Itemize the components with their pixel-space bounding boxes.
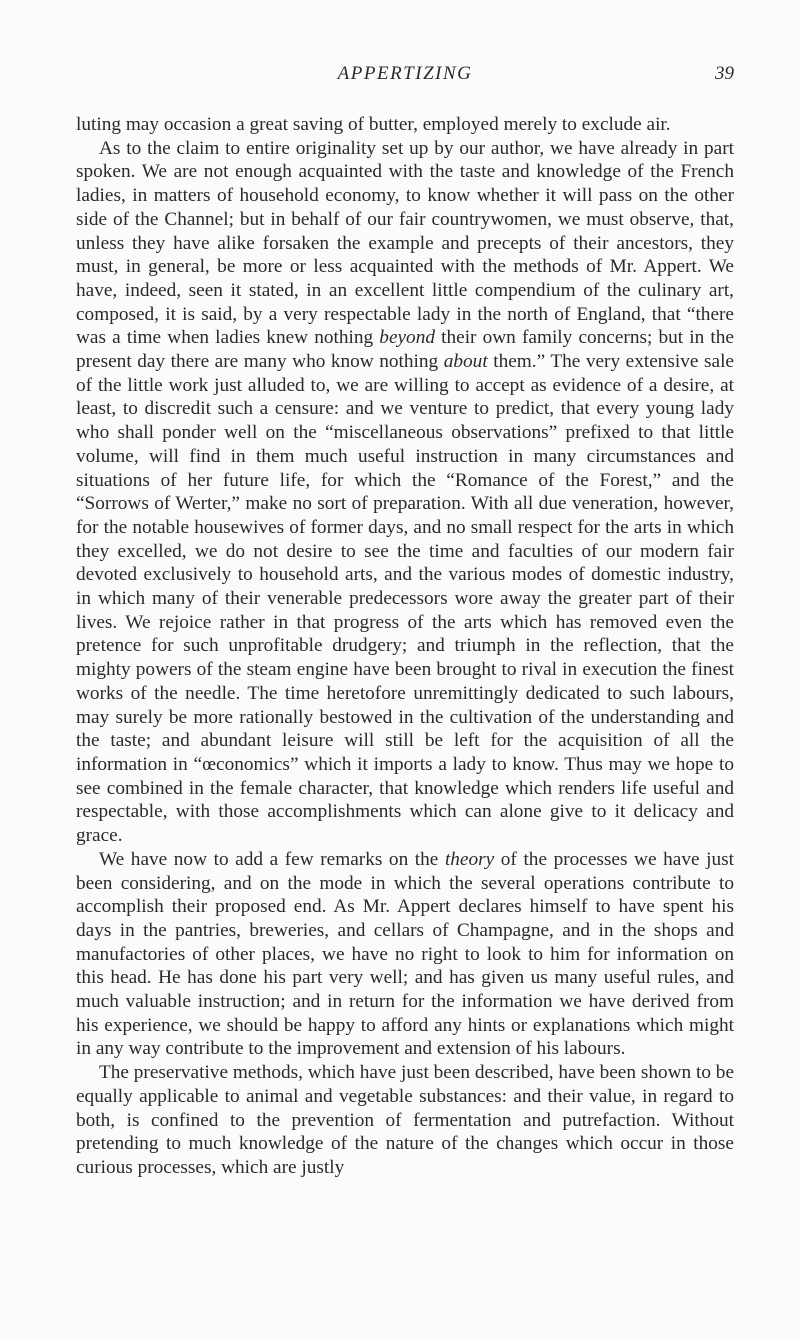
paragraph (76, 137, 734, 848)
text-segment: of the processes we have just been considering, and on the mode in which the several operations contribute to accomplish their proposed end. As Mr. Appert declares himself to have spent his days in the pantries, breweries, and cellars of Champagne, and in the shops and manufactories of other places, we have no right to look to him for information on this head. He has done his part very well; and has given us many useful rules, and much valuable instruction; and in return for the information we have derived from his experience, we should be happy to afford any hints or explanations which might in any way contribute to the improvement and extension of his labours. (76, 848, 734, 1060)
body-text (76, 113, 734, 1180)
paragraph (76, 848, 734, 1061)
italic-segment: about (443, 351, 488, 373)
italic-segment: theory (444, 848, 495, 870)
text-segment: them.” The very extensive sale of the little work just alluded to, we are willing to accept as evidence of a desire, at least, to discredit such a censure: and we venture to predict, that every young lady who shall ponder well on the “miscellaneous observations” prefixed to that little volume, will find in them much useful instruction in many circumstances and situations of her future life, for which the “Romance of the Forest,” and the “Sorrows of Werter,” make no sort of preparation. With all due veneration, however, for the notable housewives of former days, and no small respect for the arts in which they excelled, we do not desire to see the time and faculties of our modern fair devoted exclusively to household arts, and the various modes of domestic industry, in which many of their venerable predecessors wore away the greater part of their lives. We rejoice rather in that progress of the arts which has removed even the pretence for such unprofitable drudgery; and triumph in the reflection, that the mighty powers of the steam engine have been brought to rival in execution the finest works of the needle. The time heretofore unremittingly dedicated to such labours, may surely be more rationally bestowed in the cultivation of the understanding and the taste; and abundant leisure will still be left for the acquisition of all the information in “œconomics” which it imports a lady to know. Thus may we hope to see combined in the female character, that knowledge which renders life useful and respectable, with those accomplishments which can alone give to it delicacy and grace. (76, 351, 734, 847)
paragraph (76, 1061, 734, 1180)
text-segment: We have now to add a few remarks on the (99, 848, 445, 870)
italic-segment: beyond (379, 327, 435, 349)
text-segment: luting may occasion a great saving of butter, employed merely to exclude air. (76, 114, 671, 135)
text-segment: The preservative methods, which have just been described, have been shown to be equally applicable to animal and vegetable substances: and their value, in regard to both, is confined to the prevention of fermentation and putrefaction. Without pretending to much knowledge of the nature of the changes which occur in those curious processes, which are justly (76, 1062, 735, 1178)
page-number: 39 (715, 63, 734, 84)
text-segment: As to the claim to entire originality set up by our author, we have already in part spoken. We are not enough acquainted with the taste and knowledge of the French ladies, in matters of household economy, to know whether it will pass on the other side of the Channel; but in behalf of our fair countrywomen, we must observe, that, unless they have alike forsaken the example and precepts of their ancestors, they must, in general, be more or less acquainted with the methods of Mr. Appert. We have, indeed, seen it stated, in an excellent little compendium of the culinary art, composed, it is said, by a very respectable lady in the north of England, that “there was a time when ladies knew nothing (76, 137, 734, 349)
running-head (76, 63, 734, 89)
running-title: APPERTIZING (337, 63, 473, 84)
text-segment: their own family concerns; but in the present day there are many who know nothing (76, 327, 734, 373)
paragraph (76, 113, 734, 137)
